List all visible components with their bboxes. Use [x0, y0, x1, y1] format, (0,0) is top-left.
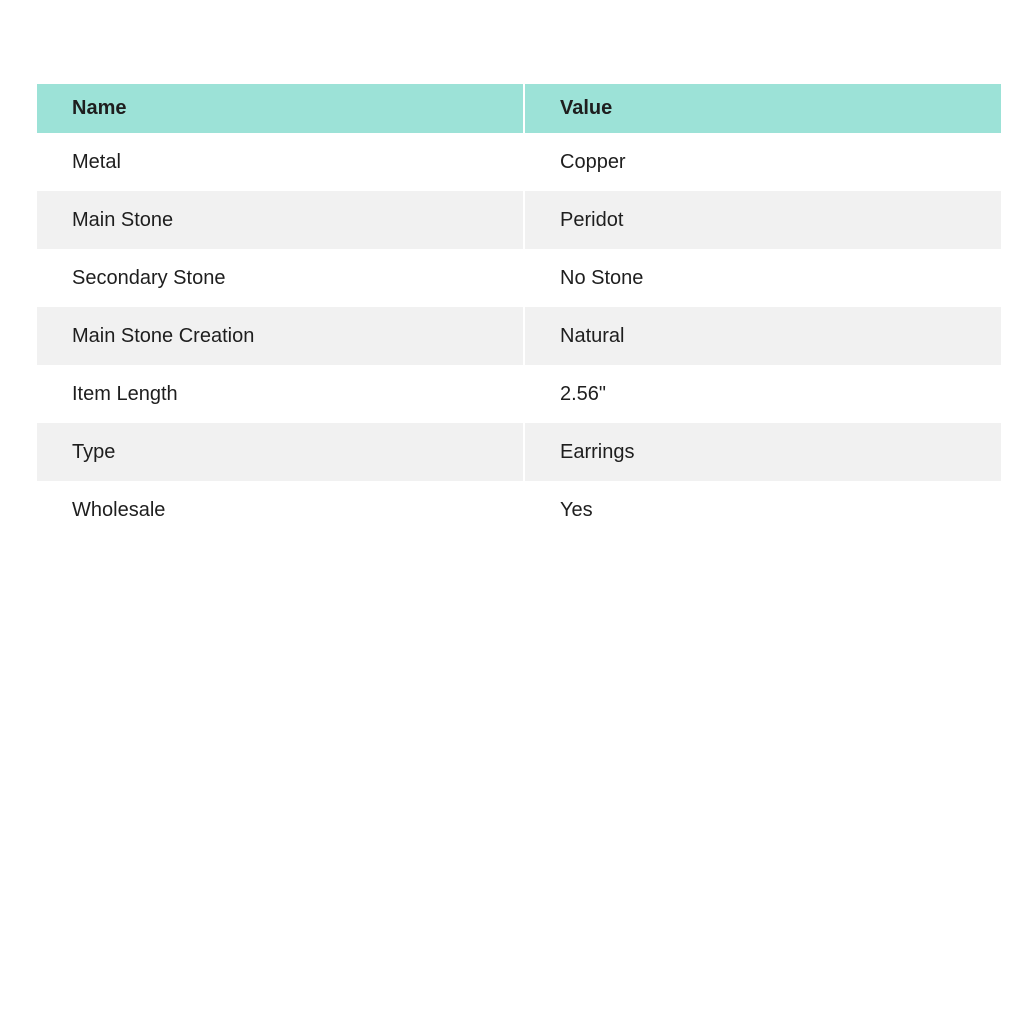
cell-attribute-value: Yes	[525, 481, 1001, 539]
table-row	[37, 191, 1001, 249]
cell-attribute-name: Secondary Stone	[37, 249, 523, 307]
cell-attribute-value: No Stone	[525, 249, 1001, 307]
cell-attribute-value: 2.56"	[525, 365, 1001, 423]
product-attributes-table	[37, 84, 1001, 539]
cell-attribute-name: Wholesale	[37, 481, 523, 539]
cell-attribute-name: Type	[37, 423, 523, 481]
table-row	[37, 423, 1001, 481]
table-row	[37, 365, 1001, 423]
cell-attribute-name: Item Length	[37, 365, 523, 423]
table-header-row	[37, 84, 1001, 133]
table-row	[37, 249, 1001, 307]
cell-attribute-value: Copper	[525, 133, 1001, 191]
table-row	[37, 133, 1001, 191]
table-body	[37, 133, 1001, 539]
cell-attribute-value: Earrings	[525, 423, 1001, 481]
cell-attribute-name: Metal	[37, 133, 523, 191]
column-header-value: Value	[525, 84, 1001, 133]
cell-attribute-name: Main Stone Creation	[37, 307, 523, 365]
column-header-name: Name	[37, 84, 523, 133]
cell-attribute-value: Natural	[525, 307, 1001, 365]
table-row	[37, 481, 1001, 539]
cell-attribute-name: Main Stone	[37, 191, 523, 249]
cell-attribute-value: Peridot	[525, 191, 1001, 249]
table-row	[37, 307, 1001, 365]
